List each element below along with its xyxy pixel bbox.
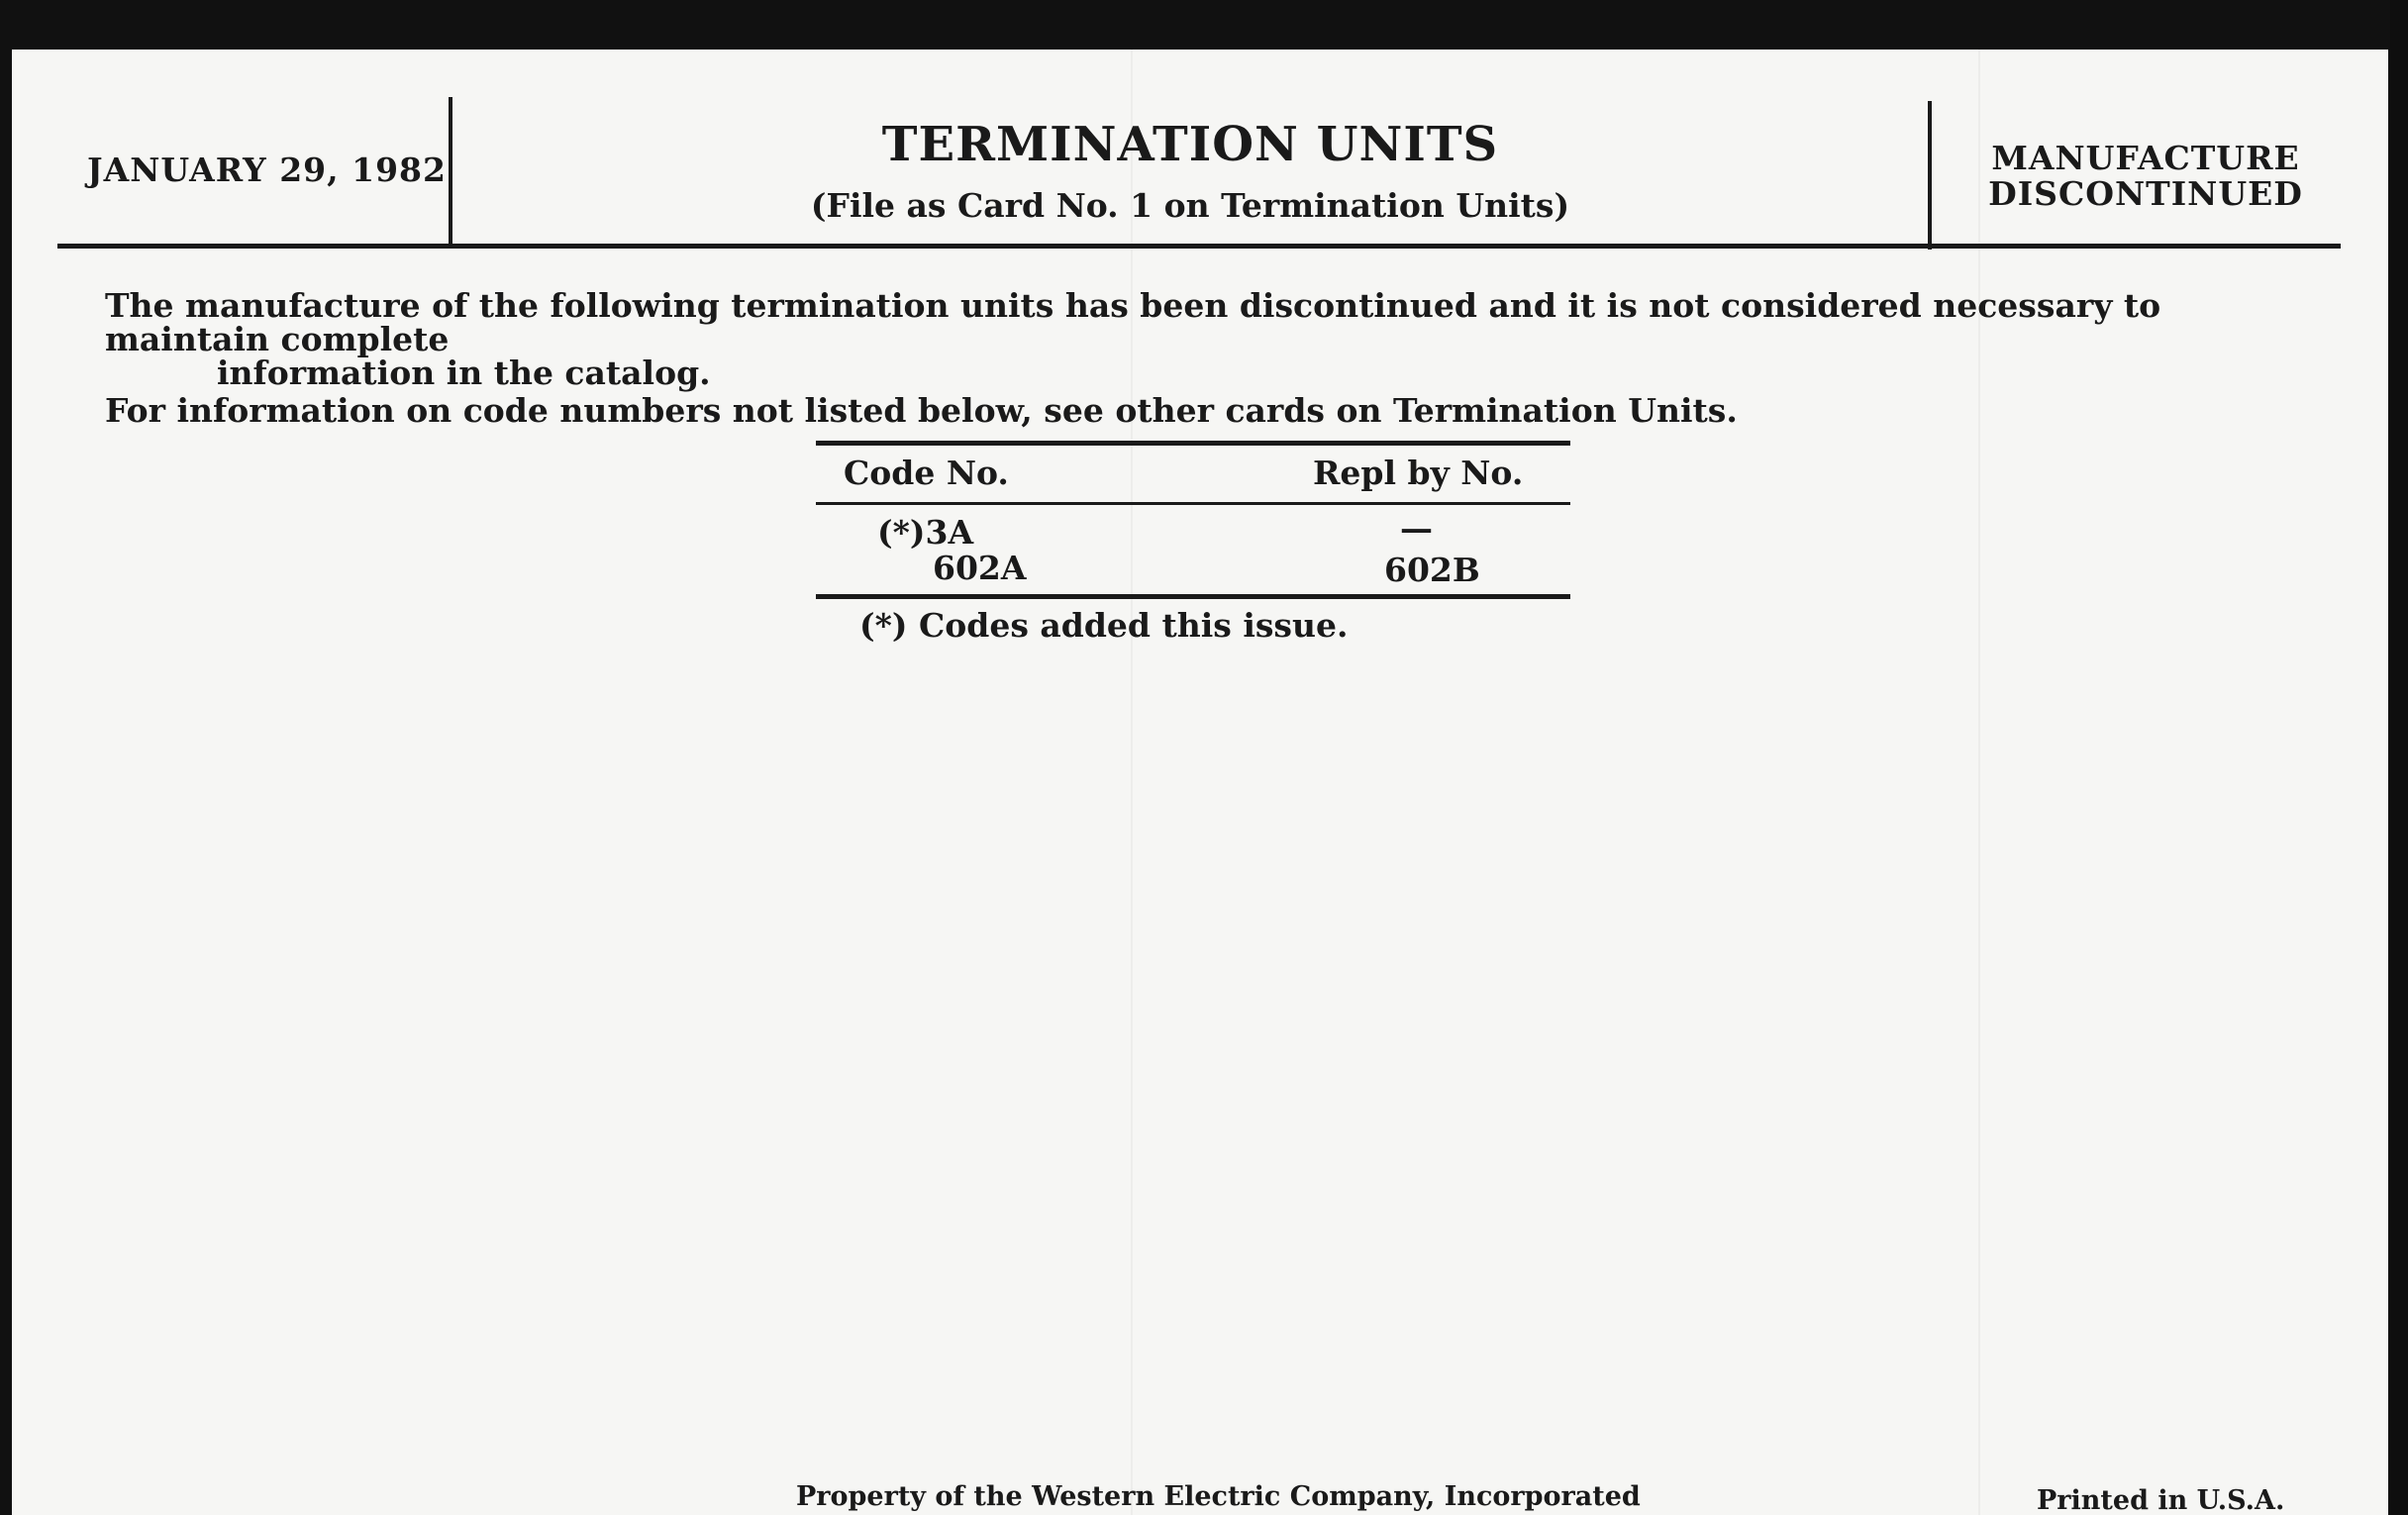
scan-border bbox=[2390, 0, 2408, 1515]
table-bottom-rule bbox=[816, 594, 1570, 599]
table-cell-code: 602A bbox=[933, 549, 1027, 587]
column-header-repl: Repl by No. bbox=[1313, 454, 1524, 492]
table-cell-repl: 602B bbox=[1384, 551, 1480, 589]
table-top-rule bbox=[816, 441, 1570, 446]
issue-date: JANUARY 29, 1982 bbox=[87, 151, 447, 189]
table-cell-code: (*)3A bbox=[877, 513, 974, 552]
header-divider-right bbox=[1928, 101, 1932, 250]
status-label bbox=[1938, 141, 2354, 212]
header-rule bbox=[57, 244, 2341, 249]
page-title: TERMINATION UNITS bbox=[881, 117, 1499, 172]
table-footnote: (*) Codes added this issue. bbox=[859, 606, 1349, 645]
fold-mark bbox=[1131, 50, 1133, 1515]
printed-notice: Printed in U.S.A. bbox=[2037, 1485, 2285, 1515]
intro-line-1: The manufacture of the following termination units has been discontinued and it is not considered necessary to maintain complete bbox=[105, 286, 2161, 358]
intro-line-2: information in the catalog. bbox=[217, 354, 711, 392]
fold-mark bbox=[1978, 50, 1980, 1515]
page-subtitle: (File as Card No. 1 on Termination Units) bbox=[810, 186, 1570, 225]
property-notice: Property of the Western Electric Company, Incorporated bbox=[796, 1481, 1641, 1512]
table-header-rule bbox=[816, 502, 1570, 505]
header-divider-left bbox=[449, 97, 452, 246]
status-line-1: MANUFACTURE bbox=[1991, 139, 2300, 177]
reference-paragraph: For information on code numbers not listed below, see other cards on Termination Units. bbox=[105, 391, 1738, 430]
status-line-2: DISCONTINUED bbox=[1988, 174, 2303, 213]
intro-paragraph bbox=[105, 286, 2313, 392]
catalog-card bbox=[12, 50, 2388, 1515]
table-cell-repl: — bbox=[1400, 509, 1433, 548]
column-header-code: Code No. bbox=[844, 454, 1009, 492]
